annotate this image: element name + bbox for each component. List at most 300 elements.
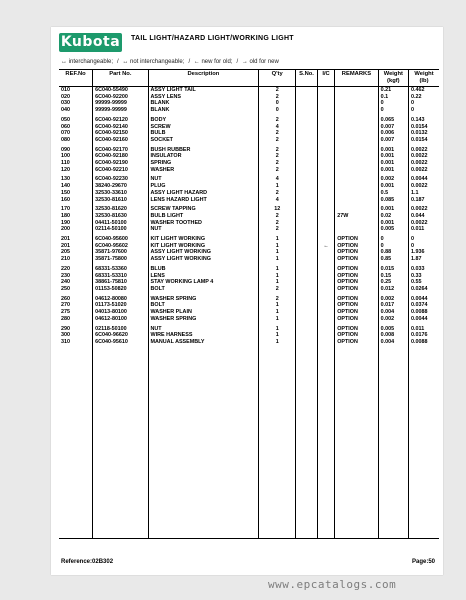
- ic-cell: [317, 197, 334, 204]
- ic-cell: [317, 226, 334, 233]
- table-filler-row: [59, 346, 439, 539]
- serial-no-cell: [296, 243, 318, 250]
- ic-cell: [317, 153, 334, 160]
- part-no-cell: 6C040-92230: [93, 173, 148, 183]
- qty-cell: 0: [259, 107, 296, 114]
- ic-cell: ←: [317, 243, 334, 250]
- serial-no-cell: [296, 286, 318, 293]
- reference-number: Reference:02B302: [61, 559, 114, 565]
- serial-no-cell: [296, 144, 318, 154]
- ic-cell: [317, 273, 334, 280]
- qty-cell: 4: [259, 124, 296, 131]
- qty-cell: 1: [259, 273, 296, 280]
- description-cell: NUT: [148, 226, 259, 233]
- weight-lb-cell: 0.0022: [409, 220, 439, 227]
- qty-cell: 2: [259, 293, 296, 303]
- serial-no-cell: [296, 323, 318, 333]
- part-no-cell: 38861-75810: [93, 279, 148, 286]
- weight-lb-cell: 0.187: [409, 197, 439, 204]
- col-header-description: Description: [148, 70, 259, 87]
- part-no-cell: 6C040-95600: [93, 233, 148, 243]
- description-cell: ASSY LIGHT HAZARD: [148, 190, 259, 197]
- remarks-cell: OPTION: [335, 243, 378, 250]
- serial-no-cell: [296, 173, 318, 183]
- weight-kgf-cell: 0.5: [378, 190, 408, 197]
- weight-lb-cell: 0.0022: [409, 167, 439, 174]
- description-cell: PLUG: [148, 183, 259, 190]
- qty-cell: 2: [259, 226, 296, 233]
- qty-cell: 1: [259, 339, 296, 346]
- ic-cell: [317, 309, 334, 316]
- weight-kgf-cell: 0.005: [378, 323, 408, 333]
- ref-no-cell: 100: [61, 153, 70, 160]
- serial-no-cell: [296, 332, 318, 339]
- part-no-cell: 32530-33610: [93, 190, 148, 197]
- ref-no-cell: 040: [61, 107, 70, 114]
- ref-no-cell: 201: [61, 236, 70, 243]
- description-cell: LENS: [148, 273, 259, 280]
- ref-no-cell: 210: [61, 256, 70, 263]
- part-no-cell: 32530-81630: [93, 213, 148, 220]
- ic-cell: [317, 167, 334, 174]
- serial-no-cell: [296, 220, 318, 227]
- description-cell: KIT LIGHT WORKING: [148, 243, 259, 250]
- remarks-cell: OPTION: [335, 279, 378, 286]
- table-row: [59, 124, 439, 131]
- serial-no-cell: [296, 256, 318, 263]
- table-row: [59, 286, 439, 293]
- serial-no-cell: [296, 263, 318, 273]
- weight-lb-cell: 0.0022: [409, 203, 439, 213]
- table-row: [59, 203, 439, 213]
- remarks-cell: [335, 167, 378, 174]
- serial-no-cell: [296, 339, 318, 346]
- qty-cell: 2: [259, 130, 296, 137]
- ref-no-cell: 230: [61, 272, 70, 279]
- description-cell: MANUAL ASSEMBLY: [148, 339, 259, 346]
- ref-no-cell: 190: [61, 219, 70, 226]
- ref-no-cell: 050: [61, 116, 70, 123]
- remarks-cell: [335, 203, 378, 213]
- qty-cell: 1: [259, 256, 296, 263]
- weight-kgf-cell: 0.008: [378, 332, 408, 339]
- ic-cell: [317, 124, 334, 131]
- remarks-cell: OPTION: [335, 249, 378, 256]
- table-row: [59, 114, 439, 124]
- part-no-cell: 35871-75800: [93, 256, 148, 263]
- part-no-cell: 01153-50820: [93, 286, 148, 293]
- description-cell: BLANK: [148, 100, 259, 107]
- qty-cell: 2: [259, 137, 296, 144]
- ref-no-cell: 020: [61, 93, 70, 100]
- remarks-cell: OPTION: [335, 233, 378, 243]
- filler-cell: [335, 346, 378, 539]
- interchange-legend: ↔ interchangeable; / ↔ not interchangeable; / ← new for old; / → old for new: [61, 59, 279, 65]
- weight-kgf-cell: 0.065: [378, 114, 408, 124]
- description-cell: WASHER SPRING: [148, 316, 259, 323]
- page-number: Page:50: [411, 559, 435, 565]
- filler-cell: [409, 346, 439, 539]
- weight-lb-cell: 0.044: [409, 213, 439, 220]
- ref-no-cell: 250: [61, 285, 70, 292]
- weight-kgf-cell: 0.85: [378, 256, 408, 263]
- ref-no-cell: 220: [61, 265, 70, 272]
- page-title: TAIL LIGHT/HAZARD LIGHT/WORKING LIGHT: [131, 35, 294, 42]
- weight-lb-cell: 0.011: [409, 323, 439, 333]
- weight-kgf-cell: 0.25: [378, 279, 408, 286]
- table-row: [59, 323, 439, 333]
- ic-cell: [317, 302, 334, 309]
- description-cell: ASSY LIGHT WORKING: [148, 256, 259, 263]
- serial-no-cell: [296, 197, 318, 204]
- part-no-cell: 02118-50100: [93, 323, 148, 333]
- part-no-cell: 6C040-92120: [93, 114, 148, 124]
- ic-cell: [317, 316, 334, 323]
- serial-no-cell: [296, 107, 318, 114]
- remarks-cell: OPTION: [335, 332, 378, 339]
- serial-no-cell: [296, 137, 318, 144]
- weight-lb-cell: 0.0022: [409, 160, 439, 167]
- ic-cell: [317, 279, 334, 286]
- description-cell: NUT: [148, 173, 259, 183]
- description-cell: SCREW: [148, 124, 259, 131]
- remarks-cell: OPTION: [335, 293, 378, 303]
- weight-lb-cell: 0.033: [409, 263, 439, 273]
- qty-cell: 1: [259, 332, 296, 339]
- weight-lb-cell: 0.0154: [409, 137, 439, 144]
- weight-lb-cell: 0: [409, 243, 439, 250]
- ref-no-cell: 060: [61, 123, 70, 130]
- description-cell: INSULATOR: [148, 153, 259, 160]
- weight-kgf-cell: 0.002: [378, 173, 408, 183]
- table-row: [59, 190, 439, 197]
- weight-lb-cell: 0: [409, 100, 439, 107]
- site-watermark: www.epcatalogs.com: [268, 578, 397, 591]
- remarks-cell: [335, 114, 378, 124]
- part-no-cell: 68331-53310: [93, 273, 148, 280]
- remarks-cell: OPTION: [335, 339, 378, 346]
- qty-cell: 1: [259, 302, 296, 309]
- col-header-part-no: Part No.: [93, 70, 148, 87]
- description-cell: WASHER: [148, 167, 259, 174]
- ic-cell: [317, 173, 334, 183]
- weight-kgf-cell: 0.007: [378, 137, 408, 144]
- ref-no-cell: 070: [61, 130, 70, 137]
- part-no-cell: 99999-99999: [93, 107, 148, 114]
- serial-no-cell: [296, 153, 318, 160]
- qty-cell: 2: [259, 144, 296, 154]
- part-no-cell: 35871-97600: [93, 249, 148, 256]
- col-header-serial-no: S.No.: [296, 70, 318, 87]
- weight-kgf-cell: 0.001: [378, 153, 408, 160]
- qty-cell: 4: [259, 173, 296, 183]
- weight-lb-cell: 0.143: [409, 114, 439, 124]
- filler-cell: [59, 346, 93, 539]
- table-row: [59, 167, 439, 174]
- ic-cell: [317, 160, 334, 167]
- weight-lb-cell: 0.0022: [409, 153, 439, 160]
- remarks-cell: [335, 220, 378, 227]
- description-cell: WASHER PLAIN: [148, 309, 259, 316]
- qty-cell: 1: [259, 263, 296, 273]
- weight-kgf-cell: 0: [378, 100, 408, 107]
- part-no-cell: 6C040-92180: [93, 153, 148, 160]
- serial-no-cell: [296, 293, 318, 303]
- remarks-cell: OPTION: [335, 286, 378, 293]
- description-cell: SPRING: [148, 160, 259, 167]
- weight-lb-cell: 0.462: [409, 87, 439, 94]
- weight-kgf-cell: 0: [378, 243, 408, 250]
- table-row: [59, 197, 439, 204]
- ref-no-cell: 310: [61, 338, 70, 345]
- description-cell: BOLT: [148, 302, 259, 309]
- part-no-cell: 02114-50100: [93, 226, 148, 233]
- ic-cell: [317, 183, 334, 190]
- ref-no-cell: 280: [61, 315, 70, 322]
- ic-cell: [317, 339, 334, 346]
- part-no-cell: 32530-81610: [93, 197, 148, 204]
- description-cell: BLUB: [148, 263, 259, 273]
- weight-kgf-cell: 0.005: [378, 226, 408, 233]
- table-row: [59, 316, 439, 323]
- serial-no-cell: [296, 87, 318, 94]
- ic-cell: [317, 220, 334, 227]
- ref-no-cell: 205: [61, 249, 70, 256]
- ic-cell: [317, 144, 334, 154]
- table-row: [59, 249, 439, 256]
- table-row: [59, 183, 439, 190]
- ref-no-cell: 180: [61, 212, 70, 219]
- remarks-cell: [335, 124, 378, 131]
- part-no-cell: 6C040-92210: [93, 167, 148, 174]
- remarks-cell: [335, 144, 378, 154]
- weight-kgf-cell: 0.001: [378, 183, 408, 190]
- serial-no-cell: [296, 213, 318, 220]
- part-no-cell: 6C040-92160: [93, 137, 148, 144]
- part-no-cell: 01173-51020: [93, 302, 148, 309]
- serial-no-cell: [296, 302, 318, 309]
- col-header-qty: Q'ty: [259, 70, 296, 87]
- table-row: [59, 107, 439, 114]
- weight-kgf-cell: 0.15: [378, 273, 408, 280]
- remarks-cell: [335, 197, 378, 204]
- ic-cell: [317, 323, 334, 333]
- remarks-cell: OPTION: [335, 302, 378, 309]
- table-row: [59, 279, 439, 286]
- ic-cell: [317, 203, 334, 213]
- qty-cell: 1: [259, 279, 296, 286]
- ic-cell: [317, 94, 334, 101]
- table-row: [59, 339, 439, 346]
- qty-cell: 2: [259, 153, 296, 160]
- remarks-cell: [335, 190, 378, 197]
- serial-no-cell: [296, 130, 318, 137]
- legend-not-interchangeable: ↔ not interchangeable;: [122, 59, 185, 65]
- qty-cell: 2: [259, 87, 296, 94]
- description-cell: ASSY LENS: [148, 94, 259, 101]
- remarks-cell: [335, 94, 378, 101]
- filler-cell: [93, 346, 148, 539]
- weight-lb-cell: 1.87: [409, 256, 439, 263]
- description-cell: WASHER TOOTHED: [148, 220, 259, 227]
- description-cell: WIRE HARNESS: [148, 332, 259, 339]
- table-row: [59, 293, 439, 303]
- qty-cell: 2: [259, 190, 296, 197]
- remarks-cell: OPTION: [335, 323, 378, 333]
- weight-lb-cell: 0.33: [409, 273, 439, 280]
- ref-no-cell: 160: [61, 196, 70, 203]
- description-cell: BLANK: [148, 107, 259, 114]
- weight-kgf-cell: 0.001: [378, 203, 408, 213]
- description-cell: NUT: [148, 323, 259, 333]
- ref-no-cell: 140: [61, 183, 70, 190]
- part-no-cell: 6C040-92190: [93, 160, 148, 167]
- table-row: [59, 130, 439, 137]
- weight-lb-cell: 1.1: [409, 190, 439, 197]
- table-row: [59, 332, 439, 339]
- qty-cell: 1: [259, 309, 296, 316]
- qty-cell: 1: [259, 243, 296, 250]
- weight-lb-cell: 0.0154: [409, 124, 439, 131]
- weight-kgf-cell: 0.007: [378, 124, 408, 131]
- ic-cell: [317, 137, 334, 144]
- table-row: [59, 173, 439, 183]
- serial-no-cell: [296, 249, 318, 256]
- col-header-ic: I/C: [317, 70, 334, 87]
- remarks-cell: [335, 107, 378, 114]
- ref-no-cell: 150: [61, 189, 70, 196]
- weight-kgf-cell: 0.02: [378, 213, 408, 220]
- remarks-cell: [335, 130, 378, 137]
- part-no-cell: 68331-53360: [93, 263, 148, 273]
- qty-cell: 2: [259, 114, 296, 124]
- description-cell: SCREW TAPPING: [148, 203, 259, 213]
- weight-kgf-cell: 0.017: [378, 302, 408, 309]
- ic-cell: [317, 190, 334, 197]
- remarks-cell: OPTION: [335, 309, 378, 316]
- table-row: [59, 256, 439, 263]
- remarks-cell: [335, 183, 378, 190]
- weight-lb-cell: 0.0044: [409, 293, 439, 303]
- serial-no-cell: [296, 203, 318, 213]
- weight-kgf-cell: 0.1: [378, 94, 408, 101]
- remarks-cell: [335, 226, 378, 233]
- col-header-weight-lb: Weight (lb): [409, 70, 439, 87]
- qty-cell: 2: [259, 94, 296, 101]
- serial-no-cell: [296, 233, 318, 243]
- ref-no-cell: 110: [61, 160, 70, 167]
- ic-cell: [317, 114, 334, 124]
- ic-cell: [317, 213, 334, 220]
- weight-kgf-cell: 0.002: [378, 316, 408, 323]
- filler-cell: [378, 346, 408, 539]
- ref-no-cell: 275: [61, 309, 70, 316]
- weight-kgf-cell: 0.012: [378, 286, 408, 293]
- qty-cell: 2: [259, 286, 296, 293]
- col-header-ref-no: REF.No: [59, 70, 93, 87]
- ref-no-cell: 300: [61, 332, 70, 339]
- table-row: [59, 273, 439, 280]
- description-cell: BUSH RUBBER: [148, 144, 259, 154]
- part-no-cell: 99999-99999: [93, 100, 148, 107]
- serial-no-cell: [296, 124, 318, 131]
- filler-cell: [296, 346, 318, 539]
- remarks-cell: 27W: [335, 213, 378, 220]
- description-cell: BOLT: [148, 286, 259, 293]
- qty-cell: 0: [259, 100, 296, 107]
- table-row: [59, 226, 439, 233]
- ref-no-cell: 120: [61, 166, 70, 173]
- weight-lb-cell: 0: [409, 233, 439, 243]
- weight-kgf-cell: 0.88: [378, 249, 408, 256]
- description-cell: KIT LIGHT WORKING: [148, 233, 259, 243]
- weight-kgf-cell: 0.004: [378, 309, 408, 316]
- ref-no-cell: 290: [61, 325, 70, 332]
- ic-cell: [317, 87, 334, 94]
- parts-table-body: [59, 87, 439, 539]
- table-row: [59, 153, 439, 160]
- weight-lb-cell: 0.0044: [409, 316, 439, 323]
- weight-kgf-cell: 0.001: [378, 160, 408, 167]
- kubota-logo: Kubota: [60, 34, 121, 50]
- weight-kgf-cell: 0.004: [378, 339, 408, 346]
- qty-cell: 2: [259, 213, 296, 220]
- filler-cell: [317, 346, 334, 539]
- remarks-cell: OPTION: [335, 273, 378, 280]
- serial-no-cell: [296, 183, 318, 190]
- serial-no-cell: [296, 160, 318, 167]
- qty-cell: 1: [259, 323, 296, 333]
- part-no-cell: 6C040-92200: [93, 94, 148, 101]
- serial-no-cell: [296, 94, 318, 101]
- ref-no-cell: 201: [61, 242, 70, 249]
- description-cell: STAY WORKING LAMP 4: [148, 279, 259, 286]
- weight-lb-cell: 0.0132: [409, 130, 439, 137]
- qty-cell: 2: [259, 167, 296, 174]
- filler-cell: [259, 346, 296, 539]
- remarks-cell: [335, 137, 378, 144]
- remarks-cell: OPTION: [335, 316, 378, 323]
- part-no-cell: 6C040-55490: [93, 87, 148, 94]
- ic-cell: [317, 233, 334, 243]
- part-no-cell: 04612-80100: [93, 316, 148, 323]
- table-row: [59, 94, 439, 101]
- ref-no-cell: 010: [61, 87, 70, 93]
- ref-no-cell: 200: [61, 226, 70, 233]
- weight-kgf-cell: 0.085: [378, 197, 408, 204]
- legend-interchangeable: ↔ interchangeable;: [61, 59, 114, 65]
- weight-lb-cell: 0.0264: [409, 286, 439, 293]
- remarks-cell: [335, 153, 378, 160]
- description-cell: ASSY LIGHT TAIL: [148, 87, 259, 94]
- serial-no-cell: [296, 316, 318, 323]
- description-cell: BULB LIGHT: [148, 213, 259, 220]
- ref-no-cell: 170: [61, 206, 70, 213]
- weight-kgf-cell: 0.21: [378, 87, 408, 94]
- legend-new-for-old: ← new for old;: [193, 59, 233, 65]
- table-row: [59, 309, 439, 316]
- table-row: [59, 213, 439, 220]
- table-row: [59, 233, 439, 243]
- ic-cell: [317, 256, 334, 263]
- part-no-cell: 38240-29670: [93, 183, 148, 190]
- qty-cell: 1: [259, 249, 296, 256]
- table-row: [59, 243, 439, 250]
- ic-cell: [317, 249, 334, 256]
- weight-kgf-cell: 0.015: [378, 263, 408, 273]
- description-cell: LENS HAZARD LIGHT: [148, 197, 259, 204]
- description-cell: WASHER SPRING: [148, 293, 259, 303]
